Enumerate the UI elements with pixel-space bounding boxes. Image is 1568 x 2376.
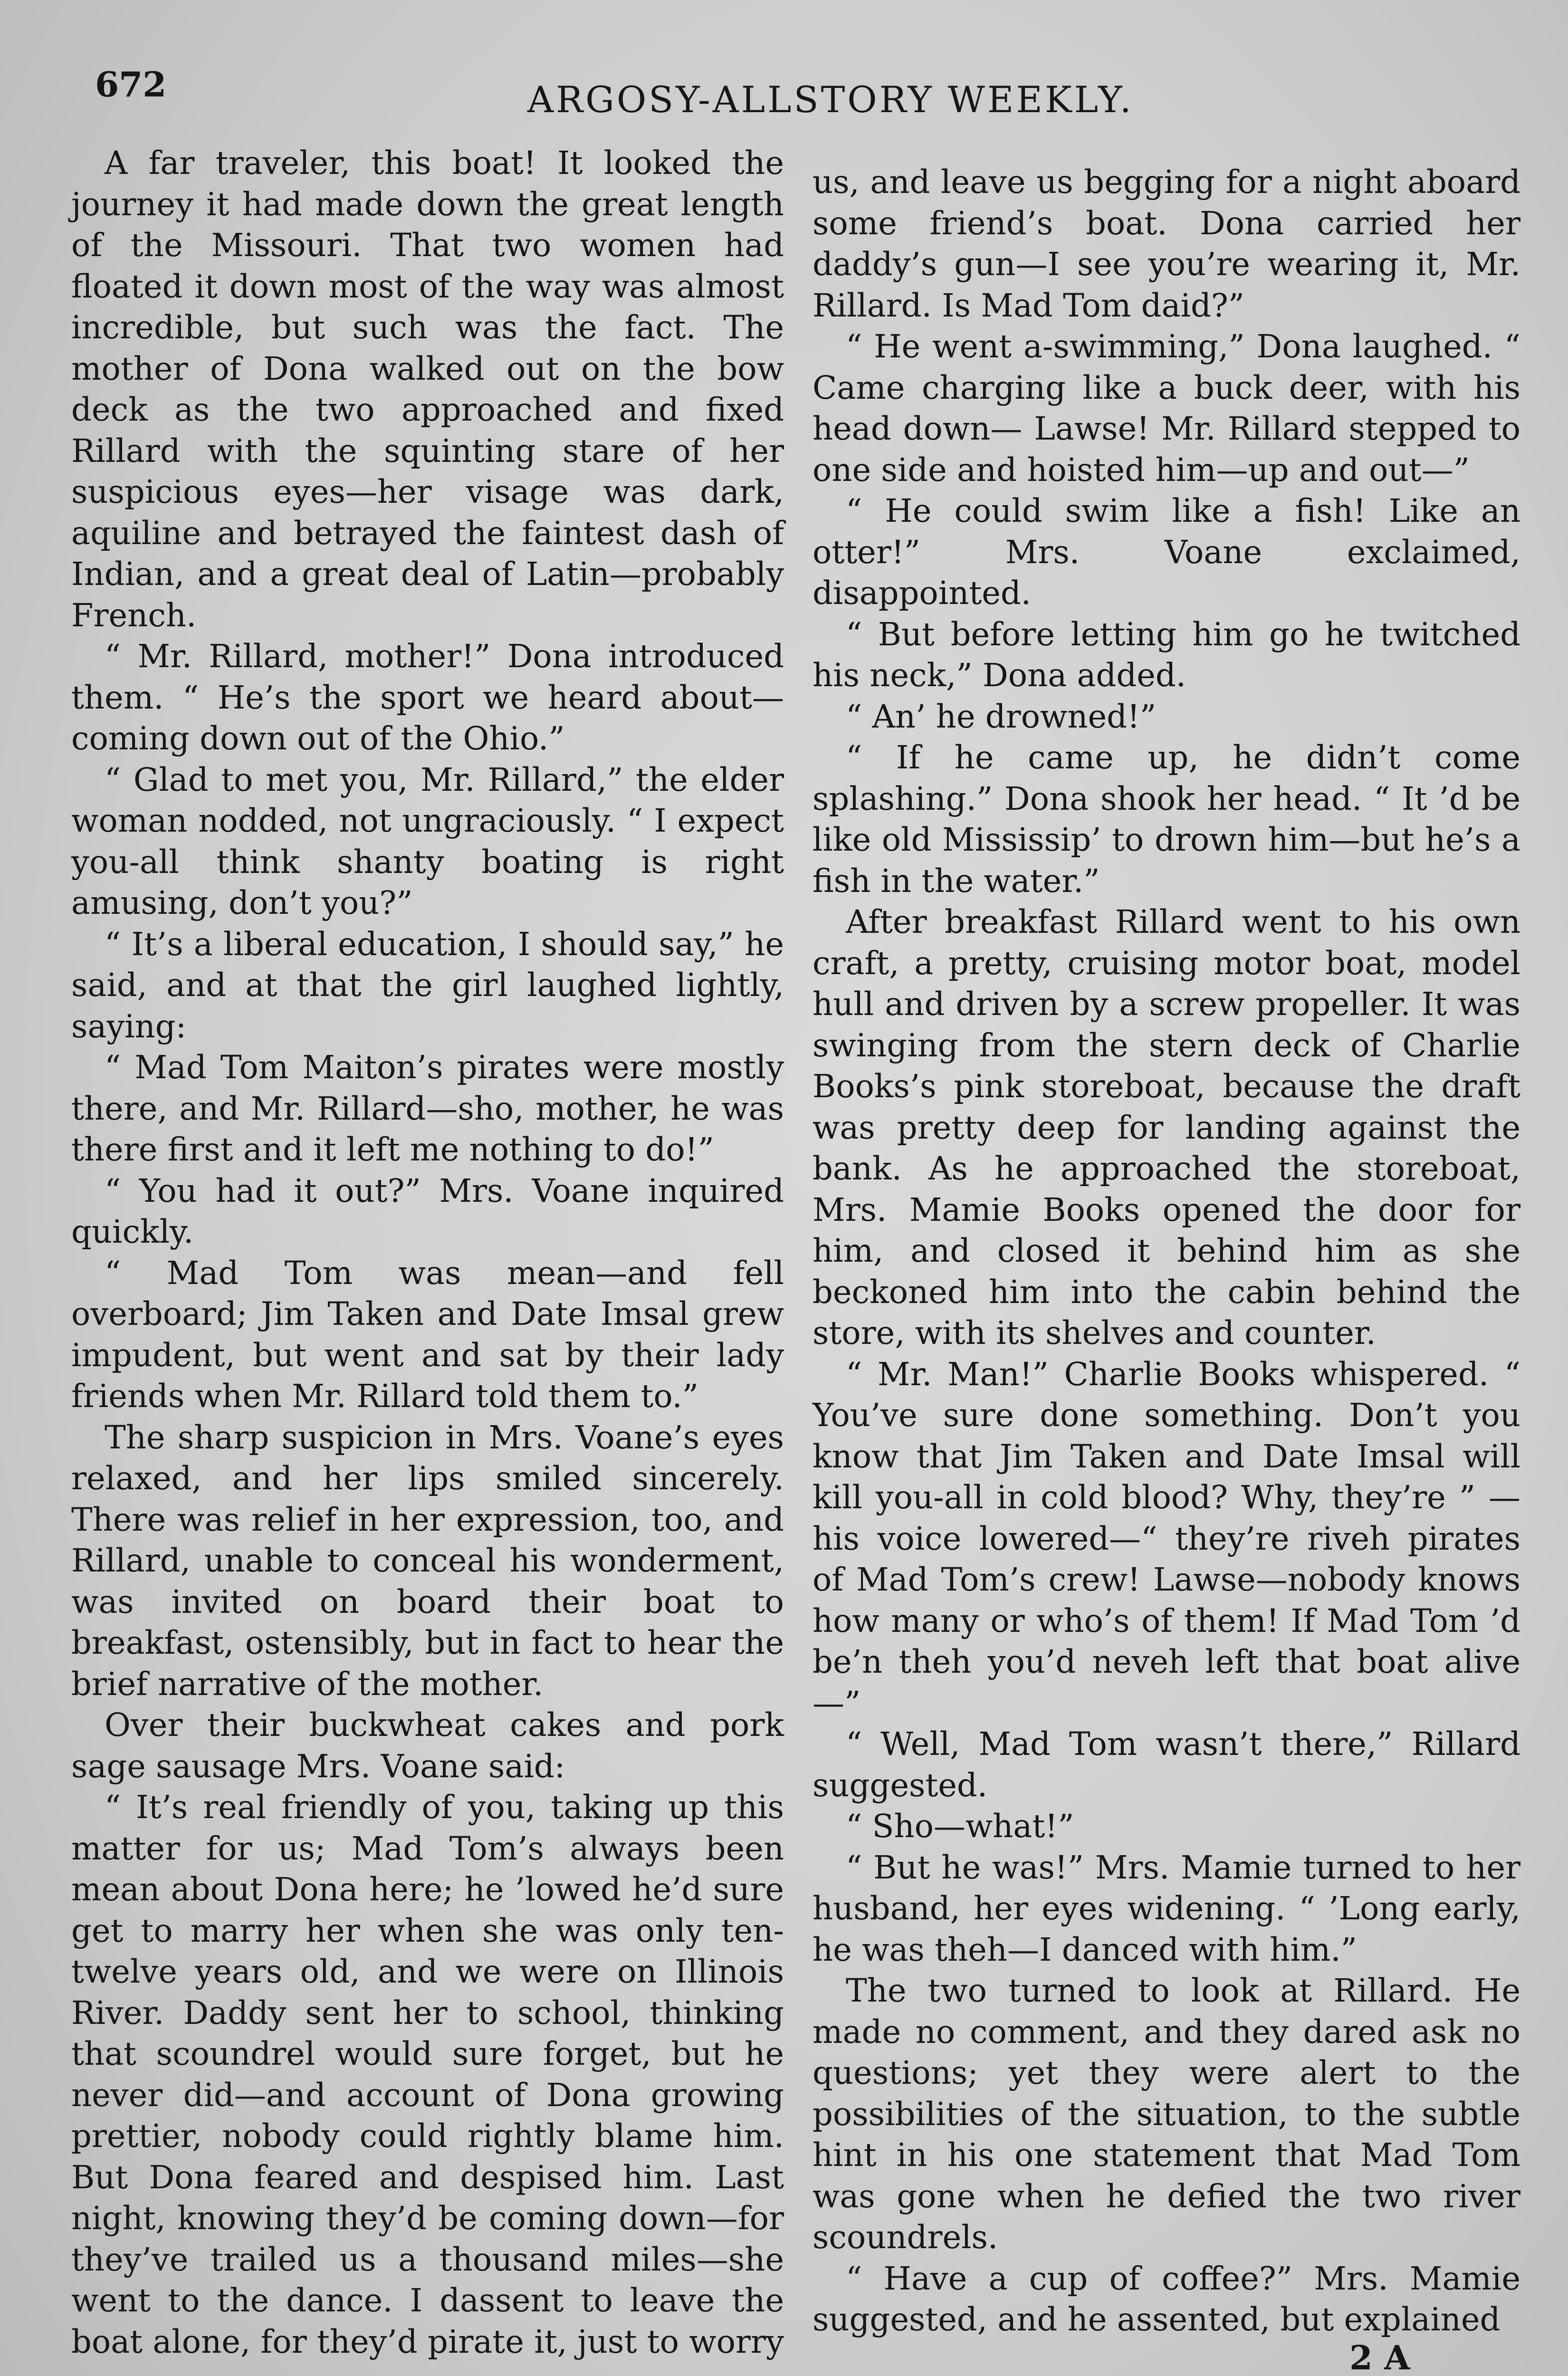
paragraph: “ Mad Tom Maiton’s pirates were mostly there, and Mr. Rillard—sho, mother, he was there first and it left me nothing to do!” [71, 1049, 784, 1168]
paragraph: A far traveler, this boat! It looked the journey it had made down the great length of the Missouri. That two women had floated it down most of the way was almost incredible, but such was the fact. The mother of Dona walked out on the bow deck as the two approached and fixed Rillard with the squinting stare of her suspicious eyes—her visage was dark, aquiline and betrayed the faintest dash of Indian, and a great deal of Latin—probably French. [71, 144, 784, 634]
paragraph: “ Mad Tom was mean—and fell overboard; Jim Taken and Date Imsal grew impudent, but went and sat by their lady friends when Mr. Rillard told them to.” [71, 1254, 784, 1415]
paragraph: “ But he was!” Mrs. Mamie turned to her husband, her eyes widening. “ ’Long early, he was theh—I danced with him.” [813, 1849, 1520, 1968]
paragraph: “ He could swim like a fish! Like an otter!” Mrs. Voane exclaimed, disappointed. [813, 492, 1520, 612]
left-column [71, 143, 784, 2362]
paragraph: “ An’ he drowned!” [846, 698, 1157, 735]
paragraph-continued: us, and leave us begging for a night aboard some friend’s boat. Dona carried her daddy’s gun—I see you’re wearing it, Mr. Rillard. Is Mad Tom daid?” [813, 163, 1520, 324]
paragraph: “ But before letting him go he twitched his neck,” Dona added. [813, 615, 1520, 694]
paragraph: “ Mr. Man!” Charlie Books whispered. “ You’ve sure done something. Don’t you know that Jim Taken and Date Imsal will kill you-all in cold blood? Why, they’re ” —his voice lowered—“ they’re riveh pirates of Mad Tom’s crew! Lawse—nobody knows how many or who’s of them! If Mad Tom ’d be’n theh you’d neveh left that boat alive—” [813, 1355, 1520, 1722]
running-head: ARGOSY-ALLSTORY WEEKLY. [527, 78, 1134, 121]
paragraph: “ It’s a liberal education, I should say,” he said, and at that the girl laughed lightly, saying: [71, 925, 784, 1045]
paragraph: After breakfast Rillard went to his own craft, a pretty, cruising motor boat, model hull and driven by a screw propeller. It was swinging from the stern deck of Charlie Books’s pink storeboat, because the draft was pretty deep for landing against the bank. As he approached the storeboat, Mrs. Mamie Books opened the door for him, and closed it behind him as she beckoned him into the cabin behind the store, with its shelves and counter. [813, 903, 1520, 1351]
paragraph: “ Glad to met you, Mr. Rillard,” the elder woman nodded, not ungraciously. “ I expect you-all think shanty boating is right amusing, don’t you?” [71, 761, 784, 921]
paragraph: “ Have a cup of coffee?” Mrs. Mamie suggested, and he assented, but explained [813, 2260, 1520, 2338]
paragraph: “ Sho—what!” [846, 1808, 1074, 1845]
signature-mark: 2 A [1349, 2338, 1410, 2376]
paragraph: The two turned to look at Rillard. He made no comment, and they dared ask no questions; yet they were alert to the possibilities of the situation, to the subtle hint in his one statement that Mad Tom was gone when he defied the two river scoundrels. [813, 1972, 1520, 2256]
paragraph: Over their buckwheat cakes and pork sage sausage Mrs. Voane said: [71, 1706, 784, 1785]
paragraph: “ If he came up, he didn’t come splashing.” Dona shook her head. “ It ’d be like old Mississip’ to drown him—but he’s a fish in the water.” [813, 739, 1520, 900]
page-number: 672 [95, 64, 167, 105]
paragraph: The sharp suspicion in Mrs. Voane’s eyes relaxed, and her lips smiled sincerely. There was relief in her expression, too, and Rillard, unable to conceal his wonderment, was invited on board their boat to breakfast, ostensibly, but in fact to hear the brief narrative of the mother. [71, 1418, 784, 1703]
paragraph: “ You had it out?” Mrs. Voane inquired quickly. [71, 1172, 784, 1250]
right-column [813, 162, 1520, 2340]
paragraph: “ He went a-swimming,” Dona laughed. “ Came charging like a buck deer, with his head down— Lawse! Mr. Rillard stepped to one side and hoisted him—up and out—” [813, 328, 1520, 489]
paragraph: “ It’s real friendly of you, taking up this matter for us; Mad Tom’s always been mean about Dona here; he ’lowed he’d sure get to marry her when she was only ten-twelve years old, and we were on Illinois River. Daddy sent her to school, thinking that scoundrel would sure forget, but he never did—and account of Dona growing prettier, nobody could rightly blame him. But Dona feared and despised him. Last night, knowing they’d be coming down—for they’ve trailed us a thousand miles—she went to the dance. I dassent to leave the boat alone, for they’d pirate it, just to worry [71, 1789, 784, 2360]
paragraph: “ Well, Mad Tom wasn’t there,” Rillard suggested. [813, 1725, 1520, 1804]
paragraph: “ Mr. Rillard, mother!” Dona introduced them. “ He’s the sport we heard about—coming down out of the Ohio.” [71, 638, 784, 757]
